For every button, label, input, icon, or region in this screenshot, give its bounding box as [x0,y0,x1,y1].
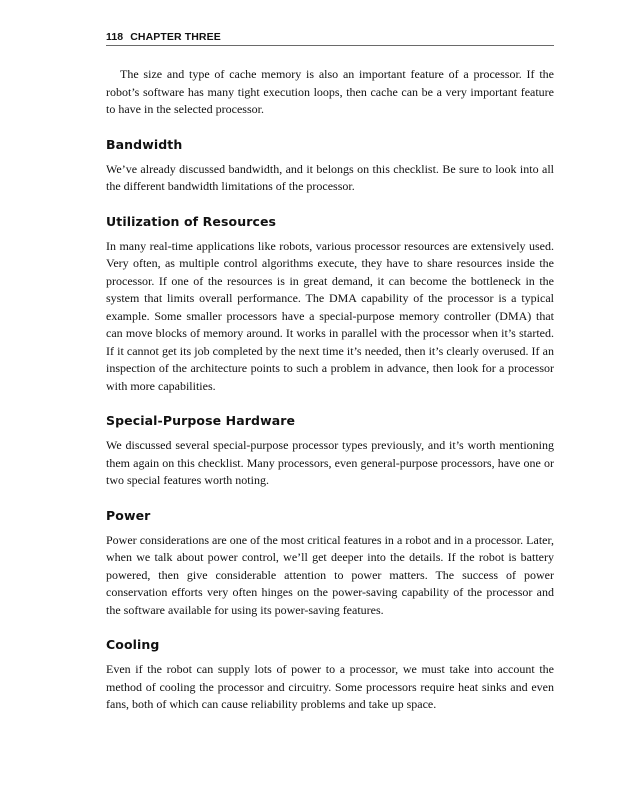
section-heading-power: Power [106,507,151,523]
running-head [106,31,554,46]
page-content [106,66,554,714]
section-heading-cooling: Cooling [106,637,160,652]
chapter-title: CHAPTER THREE [130,31,221,43]
section-heading-bandwidth: Bandwidth [106,136,183,152]
section-text-cooling: Even if the robot can supply lots of power to a processor, we must take into account the method of cooling the processor and circuitry. Some processors require heat sinks and even fans, both of which can cause reliability problems and take up space. [106,662,554,711]
section-text-bandwidth: We’ve already discussed bandwidth, and it belongs on this checklist. Be sure to look into all the different bandwidth limitations of the processor. [106,161,554,193]
page-number: 118 [106,31,124,43]
intro-paragraph: The size and type of cache memory is also an important feature of a processor. If the robot’s software has many tight execution loops, then cache can be a very important feature to have in the selected processor. [106,67,554,116]
section-heading-special-purpose: Special-Purpose Hardware [106,413,296,428]
section-text-power: Power considerations are one of the most critical features in a robot and in a processor. Later, when we talk about power control, we’ll get deeper into the details. If the robot is battery powered, then give considerable attention to power matters. The success of power conservation efforts very often hinges on the power-saving capability of the processor and the software available for using its power-saving features. [106,532,554,617]
section-heading-utilization: Utilization of Resources [106,213,277,229]
section-text-utilization: In many real-time applications like robots, various processor resources are extensively used. Very often, as multiple control algorithms execute, they have to share resources inside the processor. If one of the resources is in great demand, it can become the bottleneck in the system that limits overall performance. The DMA capability of the processor is a typical example. Some smaller processors have a special-purpose memory controller (DMA) that can move blocks of memory around. It works in parallel with the processor when it’s started. If it cannot get its job completed by the next time it’s needed, then it’s clearly overused. If an inspection of the architecture points to such a problem in advance, then look for a processor with more capabilities. [106,238,554,393]
section-text-special-purpose: We discussed several special-purpose processor types previously, and it’s worth mentioning them again on this checklist. Many processors, even general-purpose processors, have one or two special features worth noting. [106,438,554,487]
